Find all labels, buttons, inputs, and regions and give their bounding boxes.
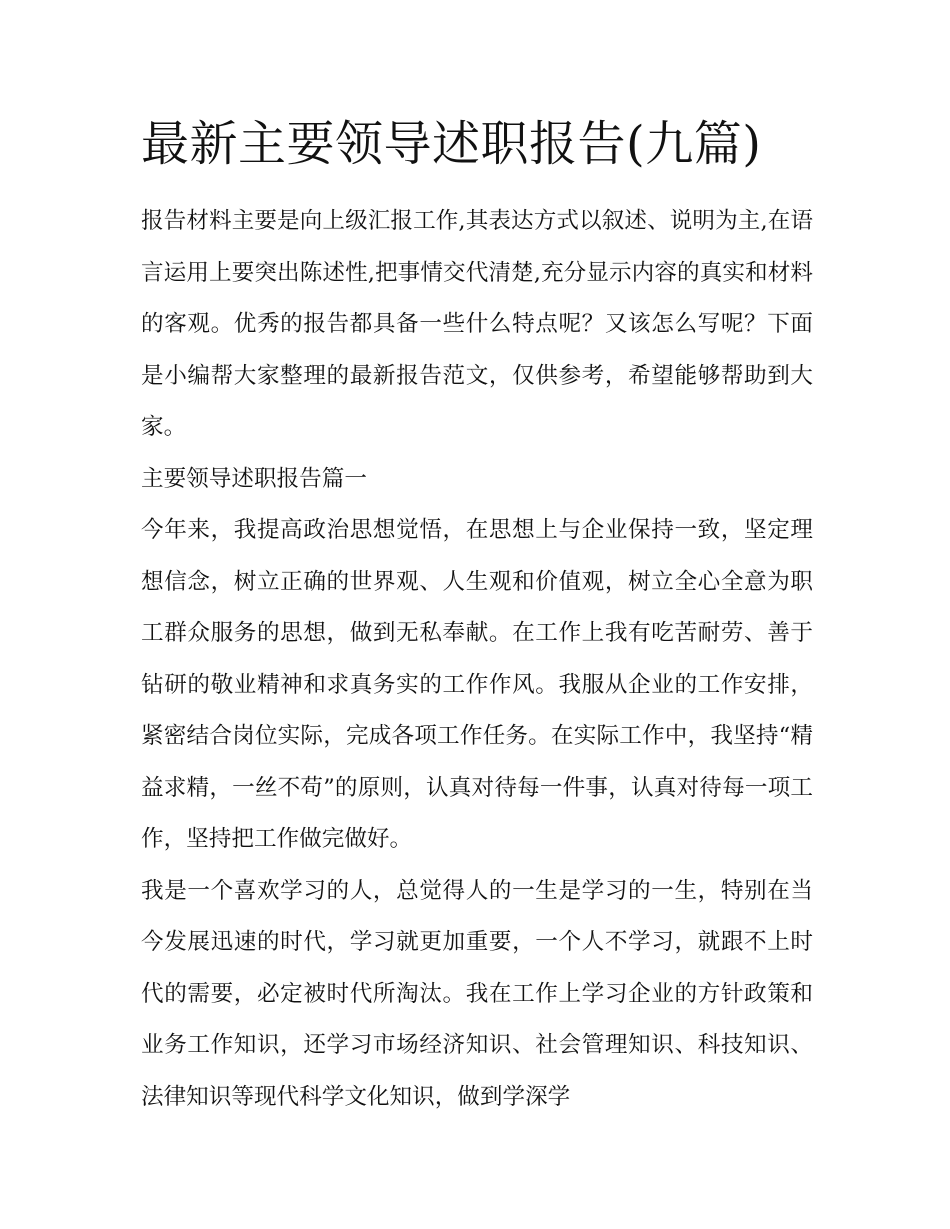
- document-title: 最新主要领导述职报告(九篇): [141, 116, 762, 172]
- section-heading: 主要领导述职报告篇一: [141, 465, 367, 492]
- body-paragraph-2: 我是一个喜欢学习的人，总觉得人的一生是学习的一生，特别在当今发展迅速的时代，学习就更加重要，一个人不学习，就跟不上时代的需要，必定被时代所淘汰。我在工作上学习企业的方针政策和业务工作知识，还学习市场经济知识、社会管理知识、科技知识、法律知识等现代科学文化知识，做到学深学: [141, 877, 813, 1110]
- body-paragraph-1: 今年来，我提高政治思想觉悟，在思想上与企业保持一致，坚定理想信念，树立正确的世界观、人生观和价值观，树立全心全意为职工群众服务的思想，做到无私奉献。在工作上我有吃苦耐劳、善于钻研的敬业精神和求真务实的工作作风。我服从企业的工作安排，紧密结合岗位实际，完成各项工作任务。在实际工作中，我坚持“精益求精，一丝不苟”的原则，认真对待每一件事，认真对待每一项工作，坚持把工作做完做好。: [141, 517, 813, 852]
- document-body: [141, 196, 813, 1123]
- intro-paragraph: 报告材料主要是向上级汇报工作,其表达方式以叙述、说明为主,在语言运用上要突出陈述性,把事情交代清楚,充分显示内容的真实和材料的客观。优秀的报告都具备一些什么特点呢？又该怎么写呢？下面是小编帮大家整理的最新报告范文，仅供参考，希望能够帮助到大家。: [141, 208, 813, 440]
